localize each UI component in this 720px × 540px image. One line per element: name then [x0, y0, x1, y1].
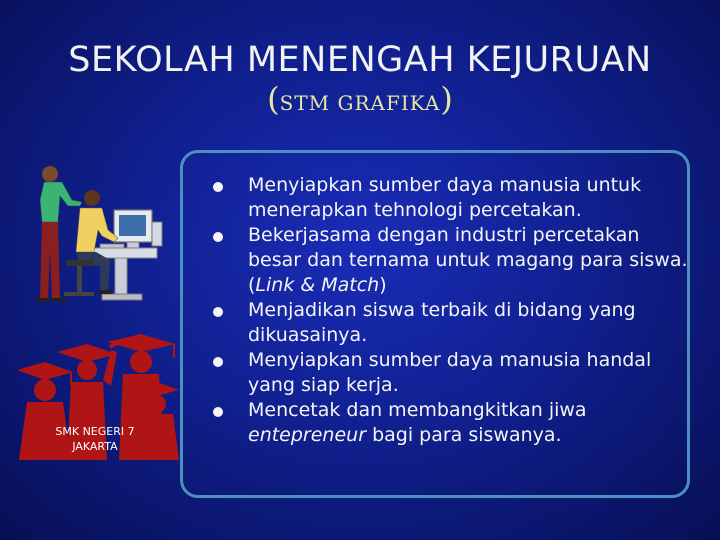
bullet-text: Menjadikan siswa terbaik di bidang yang dikuasainya.: [248, 299, 636, 346]
bullet-dot-icon: [213, 182, 223, 192]
bullet-dot-icon: [213, 307, 223, 317]
bullet-dot-icon: [213, 407, 223, 417]
bullet-emphasis: Link & Match: [255, 274, 380, 296]
bullet-dot-icon: [213, 357, 223, 367]
bullet-item: [208, 398, 688, 448]
bullet-item: [208, 298, 688, 348]
bullet-text: Menyiapkan sumber daya manusia untuk menerapkan tehnologi percetakan.: [248, 174, 642, 221]
slide-title: SEKOLAH MENENGAH KEJURUAN: [68, 40, 652, 80]
bullet-list: [208, 173, 688, 448]
subtitle-text: STM GRAFIKA: [279, 91, 441, 115]
bullet-emphasis: entepreneur: [248, 424, 367, 446]
bullet-item: [208, 348, 688, 398]
bullet-text-end: bagi para siswanya.: [366, 424, 562, 446]
school-label: [25, 424, 165, 454]
content-box: [180, 150, 690, 498]
school-label-line1: SMK NEGERI 7: [55, 425, 135, 438]
bullet-text: Mencetak dan membangkitkan jiwa: [248, 399, 587, 421]
bullet-text: Menyiapkan sumber daya manusia handal yang siap kerja.: [248, 349, 652, 396]
slide-subtitle: [0, 80, 720, 118]
bullet-dot-icon: [213, 232, 223, 242]
bullet-text-end: ): [379, 274, 387, 296]
bullet-text: Bekerjasama dengan industri percetakan besar dan ternama untuk magang para siswa. (: [248, 224, 688, 296]
subtitle-open-paren: (: [267, 80, 280, 118]
computer-users-icon: [22, 160, 172, 310]
subtitle-close-paren: ): [440, 80, 453, 118]
bullet-item: [208, 223, 688, 298]
school-label-line2: JAKARTA: [72, 440, 118, 453]
bullet-item: [208, 173, 688, 223]
